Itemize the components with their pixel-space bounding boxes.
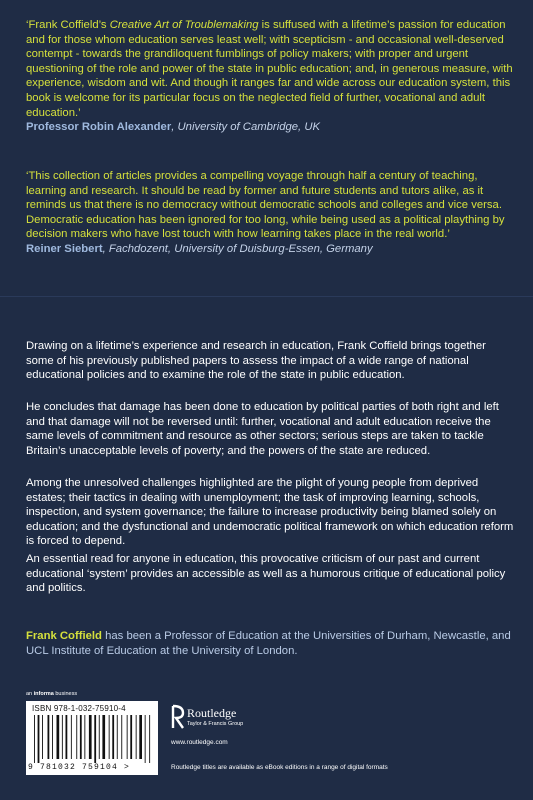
barcode-bar bbox=[84, 715, 85, 759]
barcode-bar bbox=[109, 715, 110, 759]
barcode-bar bbox=[121, 715, 122, 759]
publisher-name: Routledge bbox=[187, 706, 237, 720]
barcode-bar bbox=[80, 715, 82, 759]
routledge-r-icon bbox=[171, 704, 185, 730]
barcode-bar bbox=[139, 715, 142, 759]
author-bio-text: has been a Professor of Education at the Universities of Durham, Newcastle, and UCL Institute of Education at the University of London. bbox=[26, 630, 511, 657]
description-paragraph-4: An essential read for anyone in education, this provocative criticism of our past and current educational ‘system’ provides an accessible as well as a humorous critique of educational policy and politics. bbox=[26, 553, 506, 595]
quote-1-author: Professor Robin Alexander bbox=[26, 121, 172, 134]
barcode-bar bbox=[34, 715, 35, 763]
quote-2-affiliation: , Fachdozent, University of Duisburg-Essen, Germany bbox=[102, 242, 373, 255]
barcode-bar bbox=[112, 715, 114, 759]
quote-2-author: Reiner Siebert bbox=[26, 242, 103, 255]
section-divider bbox=[0, 296, 533, 297]
quote-2-text: ‘This collection of articles provides a compelling voyage through half a century of teaching, learning and research. It should be read by former and future students and tutors alike, as it reminds us that there is no democracy without democratic schools and colleges and vice versa. Democratic education has been ignored for too long, while being used as a political plaything by decision makers who have lost touch with how learning takes place in the real world.’ bbox=[26, 170, 505, 241]
barcode-bar bbox=[149, 715, 150, 763]
description-paragraph-3: Among the unresolved challenges highlighted are the plight of young people from deprived estates; their tactics in dealing with unemployment; the task of improving learning, schools, inspection, and system governance; the failure to increase productivity being blamed solely on education; and the dysfunctional and undemocratic political framework on which education reform is forced to depend. bbox=[26, 477, 514, 548]
publisher-url: www.routledge.com bbox=[171, 739, 228, 746]
ebook-footnote: Routledge titles are available as eBook editions in a range of digital formats bbox=[171, 764, 388, 771]
barcode-bar bbox=[117, 715, 118, 759]
book-title-italic: Creative Art of Troublemaking bbox=[109, 19, 259, 31]
barcode-bars bbox=[32, 715, 152, 763]
imprint-brand: informa bbox=[33, 691, 54, 697]
barcode-number: 9 781032 759104 > bbox=[28, 763, 131, 772]
barcode-bar bbox=[136, 715, 137, 759]
barcode-bar bbox=[38, 715, 40, 763]
barcode-bar bbox=[102, 715, 105, 759]
imprint-prefix: an bbox=[26, 691, 34, 697]
author-name: Frank Coffield bbox=[26, 630, 102, 642]
barcode-bar bbox=[99, 715, 100, 759]
barcode-bar bbox=[57, 715, 60, 759]
barcode bbox=[26, 701, 158, 775]
barcode-bar bbox=[71, 715, 72, 759]
description-paragraph-1: Drawing on a lifetime’s experience and research in education, Frank Coffield brings together some of his previously published papers to assess the impact of a wide range of national educational policies and to examine the role of the state in public education. bbox=[26, 340, 486, 382]
isbn-label: ISBN 978-1-032-75910-4 bbox=[32, 704, 126, 713]
barcode-bar bbox=[127, 715, 128, 759]
quote-1-text-pre: ‘Frank Coffield’s bbox=[26, 19, 110, 31]
barcode-bar bbox=[42, 715, 43, 759]
barcode-bar bbox=[52, 715, 53, 759]
description-paragraph-2: He concludes that damage has been done to education by political parties of both right and left and that damage will not be reversed until: further, vocational and adult education receive the same levels of commitment and resource as other sectors; serious steps are taken to tackle Britain’s unacceptable levels of poverty; and the powers of the state are reduced. bbox=[26, 401, 499, 457]
endorsement-quote-2 bbox=[26, 169, 514, 257]
endorsement-quote-1 bbox=[26, 18, 514, 135]
quote-1-attribution bbox=[26, 120, 514, 135]
quote-2-attribution bbox=[26, 242, 514, 257]
informa-imprint bbox=[26, 691, 77, 697]
quote-1-affiliation: , University of Cambridge, UK bbox=[171, 121, 321, 134]
imprint-suffix: business bbox=[53, 691, 78, 697]
routledge-logo bbox=[171, 704, 244, 732]
quote-1-text-post: is suffused with a lifetime’s passion for education and for those whom education serves least well; with scepticism - and occasional well-deserved contempt - towards the grandiloquent fumblings of policy makers; with proper and urgent questioning of the role and power of the state in public education; and, in generous measure, with experience, wisdom and wit. And though it ranges far and wide across our education system, this book is welcome for its particular focus on the neglected field of further, vocational and adult education.’ bbox=[26, 19, 513, 119]
barcode-bar bbox=[66, 715, 68, 759]
author-bio bbox=[26, 629, 516, 658]
barcode-bar bbox=[145, 715, 146, 763]
barcode-bar bbox=[48, 715, 50, 759]
barcode-bar bbox=[94, 715, 96, 763]
barcode-bar bbox=[89, 715, 92, 759]
barcode-bar bbox=[76, 715, 77, 759]
publisher-group: Taylor & Francis Group bbox=[187, 721, 244, 727]
barcode-bar bbox=[62, 715, 63, 759]
barcode-bar bbox=[130, 715, 132, 759]
